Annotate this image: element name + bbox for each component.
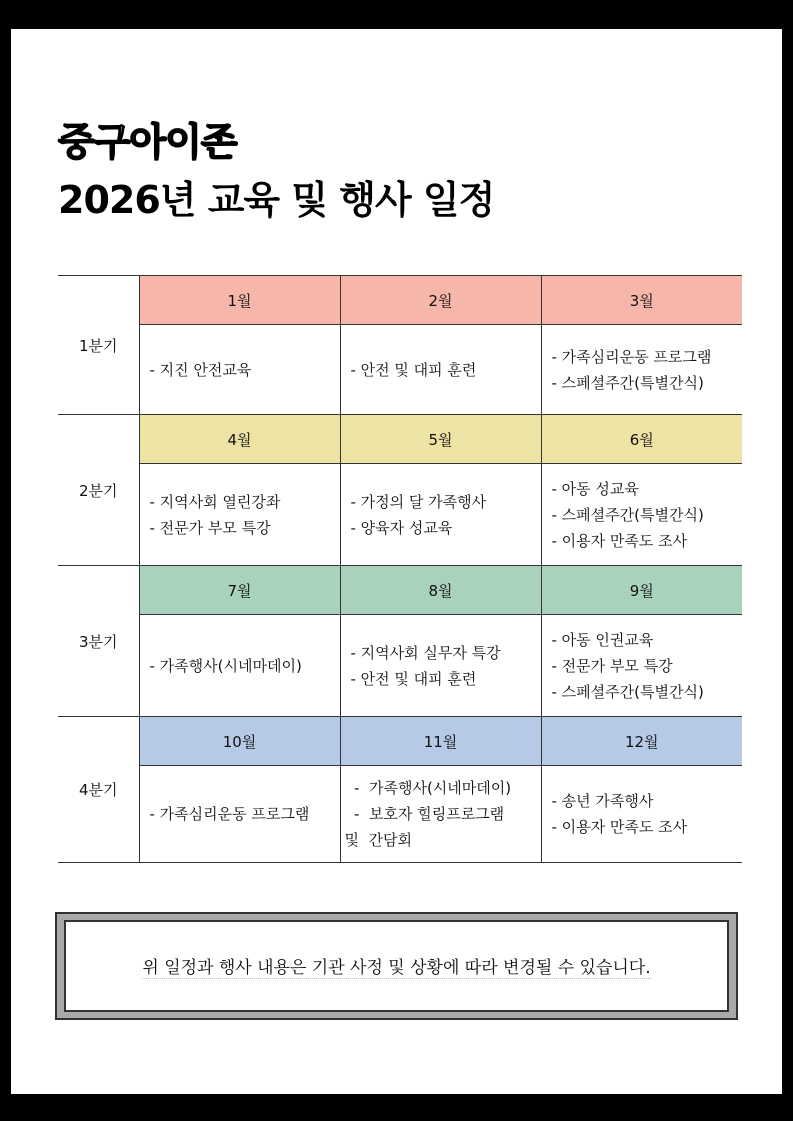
event-item: - 가족심리운동 프로그램 [551, 347, 712, 366]
month-header: 3월 [541, 276, 742, 325]
month-header: 4월 [139, 415, 340, 464]
event-item: - 이용자 만족도 조사 [551, 531, 688, 550]
event-item: - 양육자 성교육 [350, 518, 453, 537]
month-header: 9월 [541, 566, 742, 615]
event-item: - 스페셜주간(특별간식) [551, 682, 704, 701]
month-events [541, 325, 742, 415]
schedule-table [58, 275, 742, 863]
month-header: 5월 [340, 415, 541, 464]
quarter-label: 4분기 [58, 717, 139, 863]
month-header: 12월 [541, 717, 742, 766]
event-item: - 이용자 만족도 조사 [551, 818, 688, 836]
event-item: - 스페셜주간(특별간식) [551, 505, 704, 524]
quarter-4-group [58, 717, 742, 863]
month-header: 6월 [541, 415, 742, 464]
notice-inner-frame [64, 920, 729, 1012]
event-item: - 송년 가족행사 [551, 792, 654, 810]
event-item: - 안전 및 대피 훈련 [350, 669, 477, 688]
month-events [139, 464, 340, 566]
notice-text: 위 일정과 행사 내용은 기관 사정 및 상황에 따라 변경될 수 있습니다. [142, 953, 650, 979]
month-events [541, 464, 742, 566]
quarter-label: 2분기 [58, 415, 139, 566]
event-item: - 가정의 달 가족행사 [350, 492, 487, 511]
notice-box [55, 912, 738, 1020]
event-item: - 안전 및 대피 훈련 [350, 360, 477, 379]
month-header: 2월 [340, 276, 541, 325]
page-title: 2026년 교육 및 행사 일정 [58, 178, 495, 222]
quarter-1-group [58, 276, 742, 415]
month-events [139, 325, 340, 415]
event-item: - 전문가 부모 특강 [149, 518, 271, 537]
quarter-2-group [58, 415, 742, 566]
month-events [340, 766, 541, 863]
event-item: - 보호자 힐링프로그램 [344, 805, 505, 823]
event-item: - 가족행사(시네마데이) [344, 779, 512, 797]
month-events [541, 766, 742, 863]
month-events [340, 615, 541, 717]
month-header: 10월 [139, 717, 340, 766]
event-item: - 지역사회 실무자 특강 [350, 643, 501, 662]
event-item: 및 간담회 [344, 831, 412, 849]
month-header: 1월 [139, 276, 340, 325]
event-item: - 스페셜주간(특별간식) [551, 373, 704, 392]
event-item: - 지진 안전교육 [149, 360, 252, 379]
org-name-title: 중구아이존 [58, 120, 237, 164]
quarter-label: 3분기 [58, 566, 139, 717]
month-events [340, 464, 541, 566]
event-item: - 아동 성교육 [551, 479, 639, 498]
quarter-label: 1분기 [58, 276, 139, 415]
month-events [139, 766, 340, 863]
month-header: 8월 [340, 566, 541, 615]
month-header: 7월 [139, 566, 340, 615]
month-events [139, 615, 340, 717]
month-header: 11월 [340, 717, 541, 766]
event-item: - 아동 인권교육 [551, 630, 654, 649]
month-events [340, 325, 541, 415]
month-events [541, 615, 742, 717]
document-page [11, 29, 782, 1094]
quarter-3-group [58, 566, 742, 717]
event-item: - 지역사회 열린강좌 [149, 492, 281, 511]
event-item: - 전문가 부모 특강 [551, 656, 673, 675]
event-item: - 가족행사(시네마데이) [149, 656, 302, 675]
event-item: - 가족심리운동 프로그램 [149, 805, 310, 823]
